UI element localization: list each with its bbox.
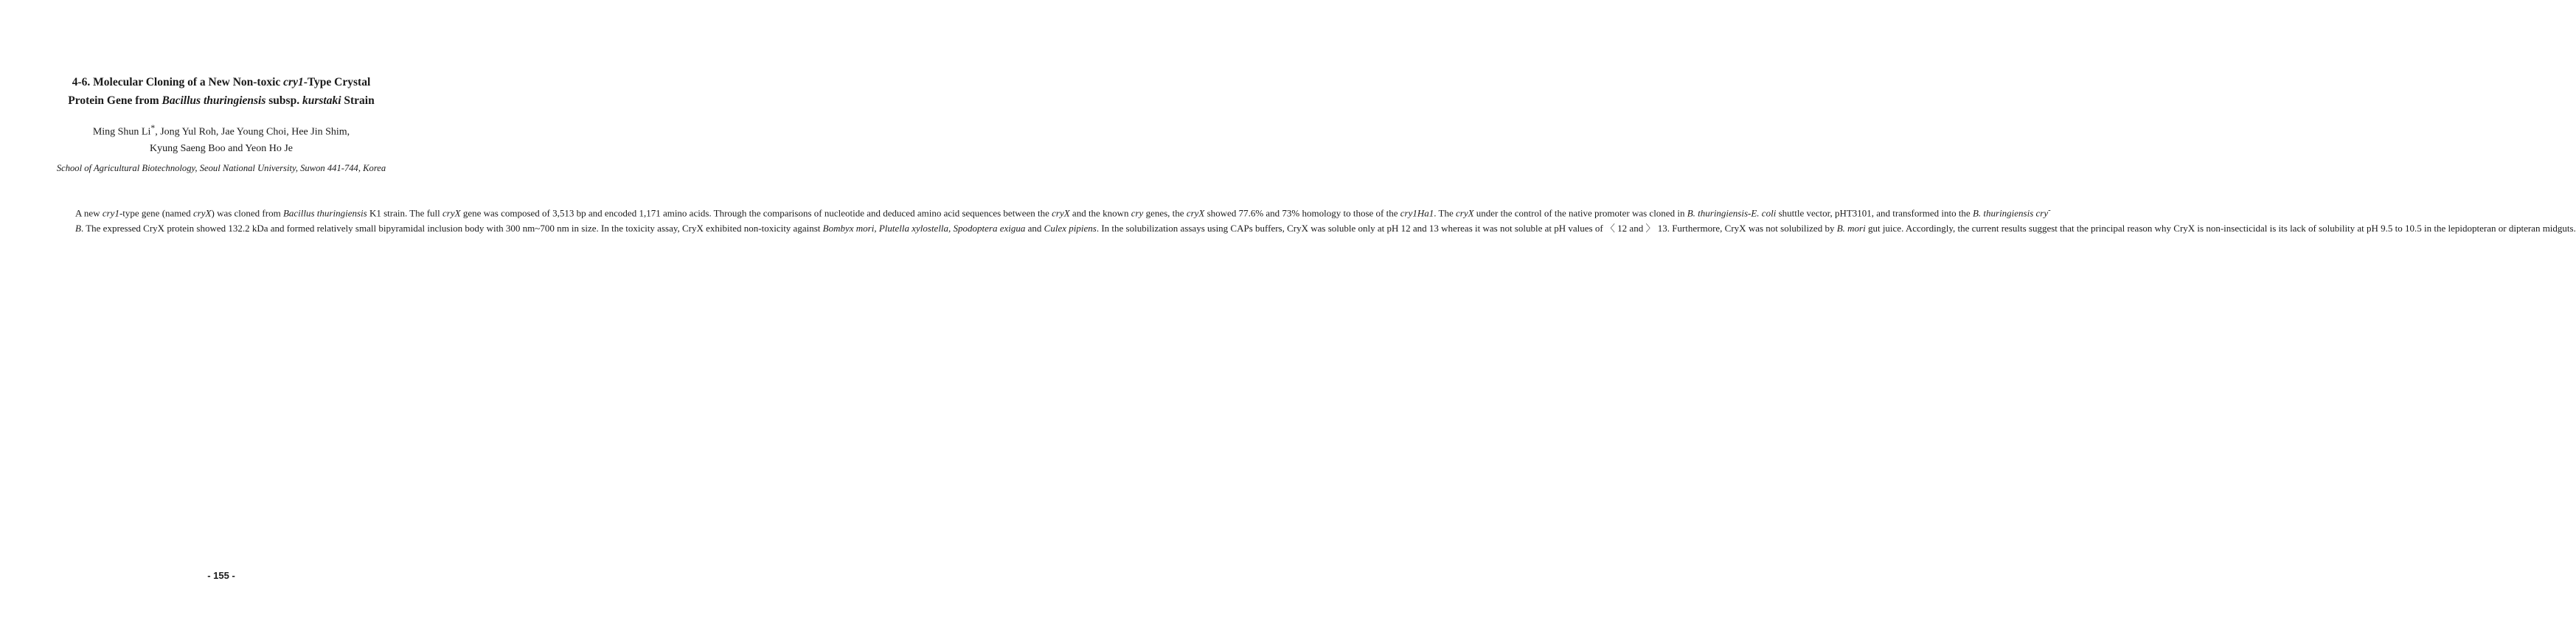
- title-gene-name: cry1: [283, 76, 304, 88]
- title-line-1: 4-6. Molecular Cloning of a New Non-toxic cry1-Type Crystal: [72, 76, 371, 88]
- author-list: Ming Shun Li*, Jong Yul Roh, Jae Young Choi, Hee Jin Shim, Kyung Saeng Boo and Yeon Ho Je: [92, 123, 350, 154]
- author-affiliation: School of Agricultural Biotechnology, Seoul National University, Suwon 441-744, Korea: [56, 163, 386, 173]
- corresponding-author-mark: *: [150, 123, 156, 133]
- abstract-text: A new cry1-type gene (named cryX) was cloned from Bacillus thuringiensis K1 strain. The full cryX gene was composed of 3,513 bp and encoded 1,171 amino acids. Through the comparisons of nucleotide and deduced amino acid sequences between the cryX and the known cry genes, the cryX showed 77.6% and 73% homology to those of the cry1Ha1. The cryX under the control of the native promoter was cloned in B. thuringiensis-E. coli shuttle vector, pHT3101, and transformed into the B. thuringiensis cry-B. The expressed CryX protein showed 132.2 kDa and formed relatively small bipyramidal inclusion body with 300 nm~700 nm in size. In the toxicity assay, CryX exhibited non-toxicity against Bombyx mori, Plutella xylostella, Spodoptera exigua and Culex pipiens. In the solubilization assays using CAPs buffers, CryX was soluble only at pH 12 and 13 whereas it was not soluble at pH values of 〈 12 and 〉 13. Furthermore, CryX was not solubilized by B. mori gut juice. Accordingly, the current results suggest that the principal reason why CryX is non-insecticidal is its lack of solubility at pH 9.5 to 10.5 in the lepidopteran or dipteran midguts.: [75, 206, 2576, 234]
- title-species-name: Bacillus thuringiensis: [162, 94, 266, 107]
- title-line-2: Protein Gene from Bacillus thuringiensis subsp. kurstaki Strain: [68, 94, 375, 107]
- paper-title: [44, 73, 398, 110]
- page-number: - 155 -: [207, 570, 235, 581]
- title-strain-name: kurstaki: [302, 94, 341, 107]
